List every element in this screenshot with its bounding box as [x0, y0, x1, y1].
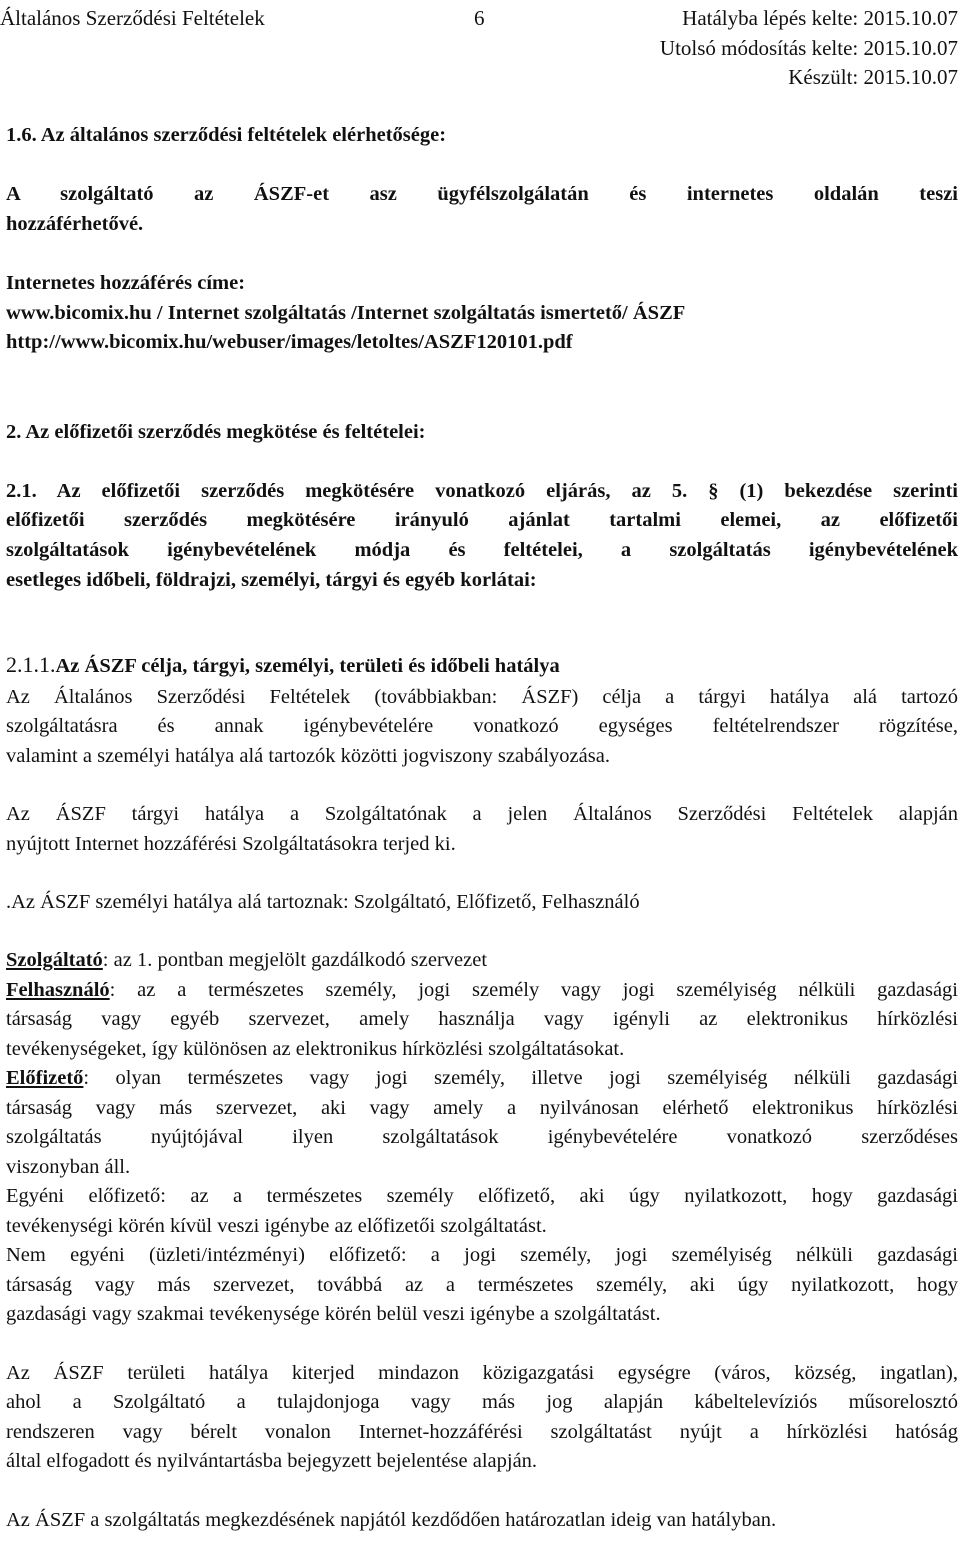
s21-line-3: szolgáltatások igénybevételének módja és feltételei, a szolgáltatás igénybevételének: [6, 539, 958, 561]
paragraph-line: rendszeren vagy bérelt vonalon Internet-hozzáférési szolgáltatást nyújt a hírközlési hatóság: [6, 1421, 958, 1443]
paragraph-line: Az ÁSZF területi hatálya kiterjed mindazon közigazgatási egységre (város, község, ingatlan),: [6, 1362, 958, 1384]
paragraph-line: társaság vagy más szervezet, továbbá az a természetes személy, aki úgy nyilatkozott, hogy: [6, 1274, 958, 1296]
section-2-heading: 2. Az előfizetői szerződés megkötése és feltételei:: [6, 421, 426, 443]
paragraph-line: Nem egyéni (üzleti/intézményi) előfizető: a jogi személy, jogi személyiség nélküli gazdasági: [6, 1244, 958, 1266]
szolgaltato-definition: [6, 948, 487, 972]
section-number: 2.1.1.: [6, 652, 56, 677]
paragraph-line: társaság vagy más szervezet, aki vagy amely a nyilvánosan elérhető elektronikus hírközlési: [6, 1097, 958, 1119]
paragraph-line: tevékenységi körén kívül veszi igénybe az előfizetői szolgáltatást.: [6, 1215, 547, 1237]
s16-paragraph-line-2: hozzáférhetővé.: [6, 213, 144, 235]
definition-text: : az a természetes személy, jogi személy vagy jogi személyiség nélküli gazdasági: [109, 979, 958, 1001]
section-1-6-heading: 1.6. Az általános szerződési feltételek elérhetősége:: [6, 124, 447, 146]
paragraph-line: valamint a személyi hatálya alá tartozók közötti jogviszony szabályozása.: [6, 745, 610, 767]
created-date: Készült: 2015.10.07: [788, 65, 958, 89]
term-felhasznalo: Felhasználó: [6, 979, 110, 1001]
access-url[interactable]: http://www.bicomix.hu/webuser/images/letoltes/ASZF120101.pdf: [6, 331, 573, 353]
temporal-scope-line: Az ÁSZF a szolgáltatás megkezdésének napjától kezdődően határozatlan ideig van hatályban.: [6, 1509, 777, 1531]
paragraph-line: Az Általános Szerződési Feltételek (továbbiakban: ÁSZF) célja a tárgyi hatálya alá tartozó: [6, 686, 958, 708]
paragraph-line: szolgáltatásra és annak igénybevételére vonatkozó egységes feltételrendszer rögzítése,: [6, 715, 958, 737]
paragraph-line: által elfogadott és nyilvántartásba bejegyzett bejelentése alapján.: [6, 1450, 538, 1472]
modified-date: Utolsó módosítás kelte: 2015.10.07: [659, 36, 958, 60]
effective-date: Hatályba lépés kelte: 2015.10.07: [682, 6, 958, 30]
paragraph-line: viszonyban áll.: [6, 1156, 131, 1178]
access-path: www.bicomix.hu / Internet szolgáltatás /Internet szolgáltatás ismertető/ ÁSZF: [6, 302, 686, 324]
paragraph-line: gazdasági vagy szakmai tevékenysége körén belül veszi igénybe a szolgáltatást.: [6, 1303, 661, 1325]
definition-text: : olyan természetes vagy jogi személy, illetve jogi személyiség nélküli gazdasági: [83, 1067, 958, 1089]
s21-line-2: előfizetői szerződés megkötésére irányuló ajánlat tartalmi elemei, az előfizetői: [6, 509, 958, 531]
paragraph-line: Egyéni előfizető: az a természetes személy előfizető, aki úgy nyilatkozott, hogy gazdasági: [6, 1185, 958, 1207]
page-number: 6: [474, 6, 485, 30]
felhasznalo-definition: [6, 978, 958, 1002]
s21-line-1: 2.1. Az előfizetői szerződés megkötésére vonatkozó eljárás, az 5. § (1) bekezdése szerinti: [6, 480, 958, 502]
paragraph-line: szolgáltatás nyújtójával ilyen szolgáltatások igénybevételére vonatkozó szerződéses: [6, 1126, 958, 1148]
definition-text: : az 1. pontban megjelölt gazdálkodó szervezet: [102, 949, 488, 971]
section-title: Az ÁSZF célja, tárgyi, személyi, területi és időbeli hatálya: [55, 655, 560, 677]
elofizeto-definition: [6, 1066, 958, 1090]
term-szolgaltato: Szolgáltató: [6, 949, 103, 971]
paragraph-line: társaság vagy egyéb szervezet, amely használja vagy igényli az elektronikus hírközlési: [6, 1008, 958, 1030]
document-title: Általános Szerződési Feltételek: [0, 6, 265, 30]
personal-scope-line: .Az ÁSZF személyi hatálya alá tartoznak: Szolgáltató, Előfizető, Felhasználó: [6, 891, 640, 913]
paragraph-line: ahol a Szolgáltató a tulajdonjoga vagy más jog alapján kábeltelevíziós műsorelosztó: [6, 1391, 958, 1413]
s16-paragraph-line-1: A szolgáltató az ÁSZF-et asz ügyfélszolgálatán és internetes oldalán teszi: [6, 183, 958, 205]
paragraph-line: nyújtott Internet hozzáférési Szolgáltatásokra terjed ki.: [6, 833, 456, 855]
paragraph-line: Az ÁSZF tárgyi hatálya a Szolgáltatónak a jelen Általános Szerződési Feltételek alapján: [6, 803, 958, 825]
term-elofizeto: Előfizető: [6, 1067, 84, 1089]
access-label: Internetes hozzáférés címe:: [6, 272, 246, 294]
s21-line-4: esetleges időbeli, földrajzi, személyi, tárgyi és egyéb korlátai:: [6, 569, 537, 591]
paragraph-line: tevékenységeket, így különösen az elektronikus hírközlési szolgáltatásokat.: [6, 1038, 625, 1060]
section-2-1-1-heading: [6, 653, 560, 678]
